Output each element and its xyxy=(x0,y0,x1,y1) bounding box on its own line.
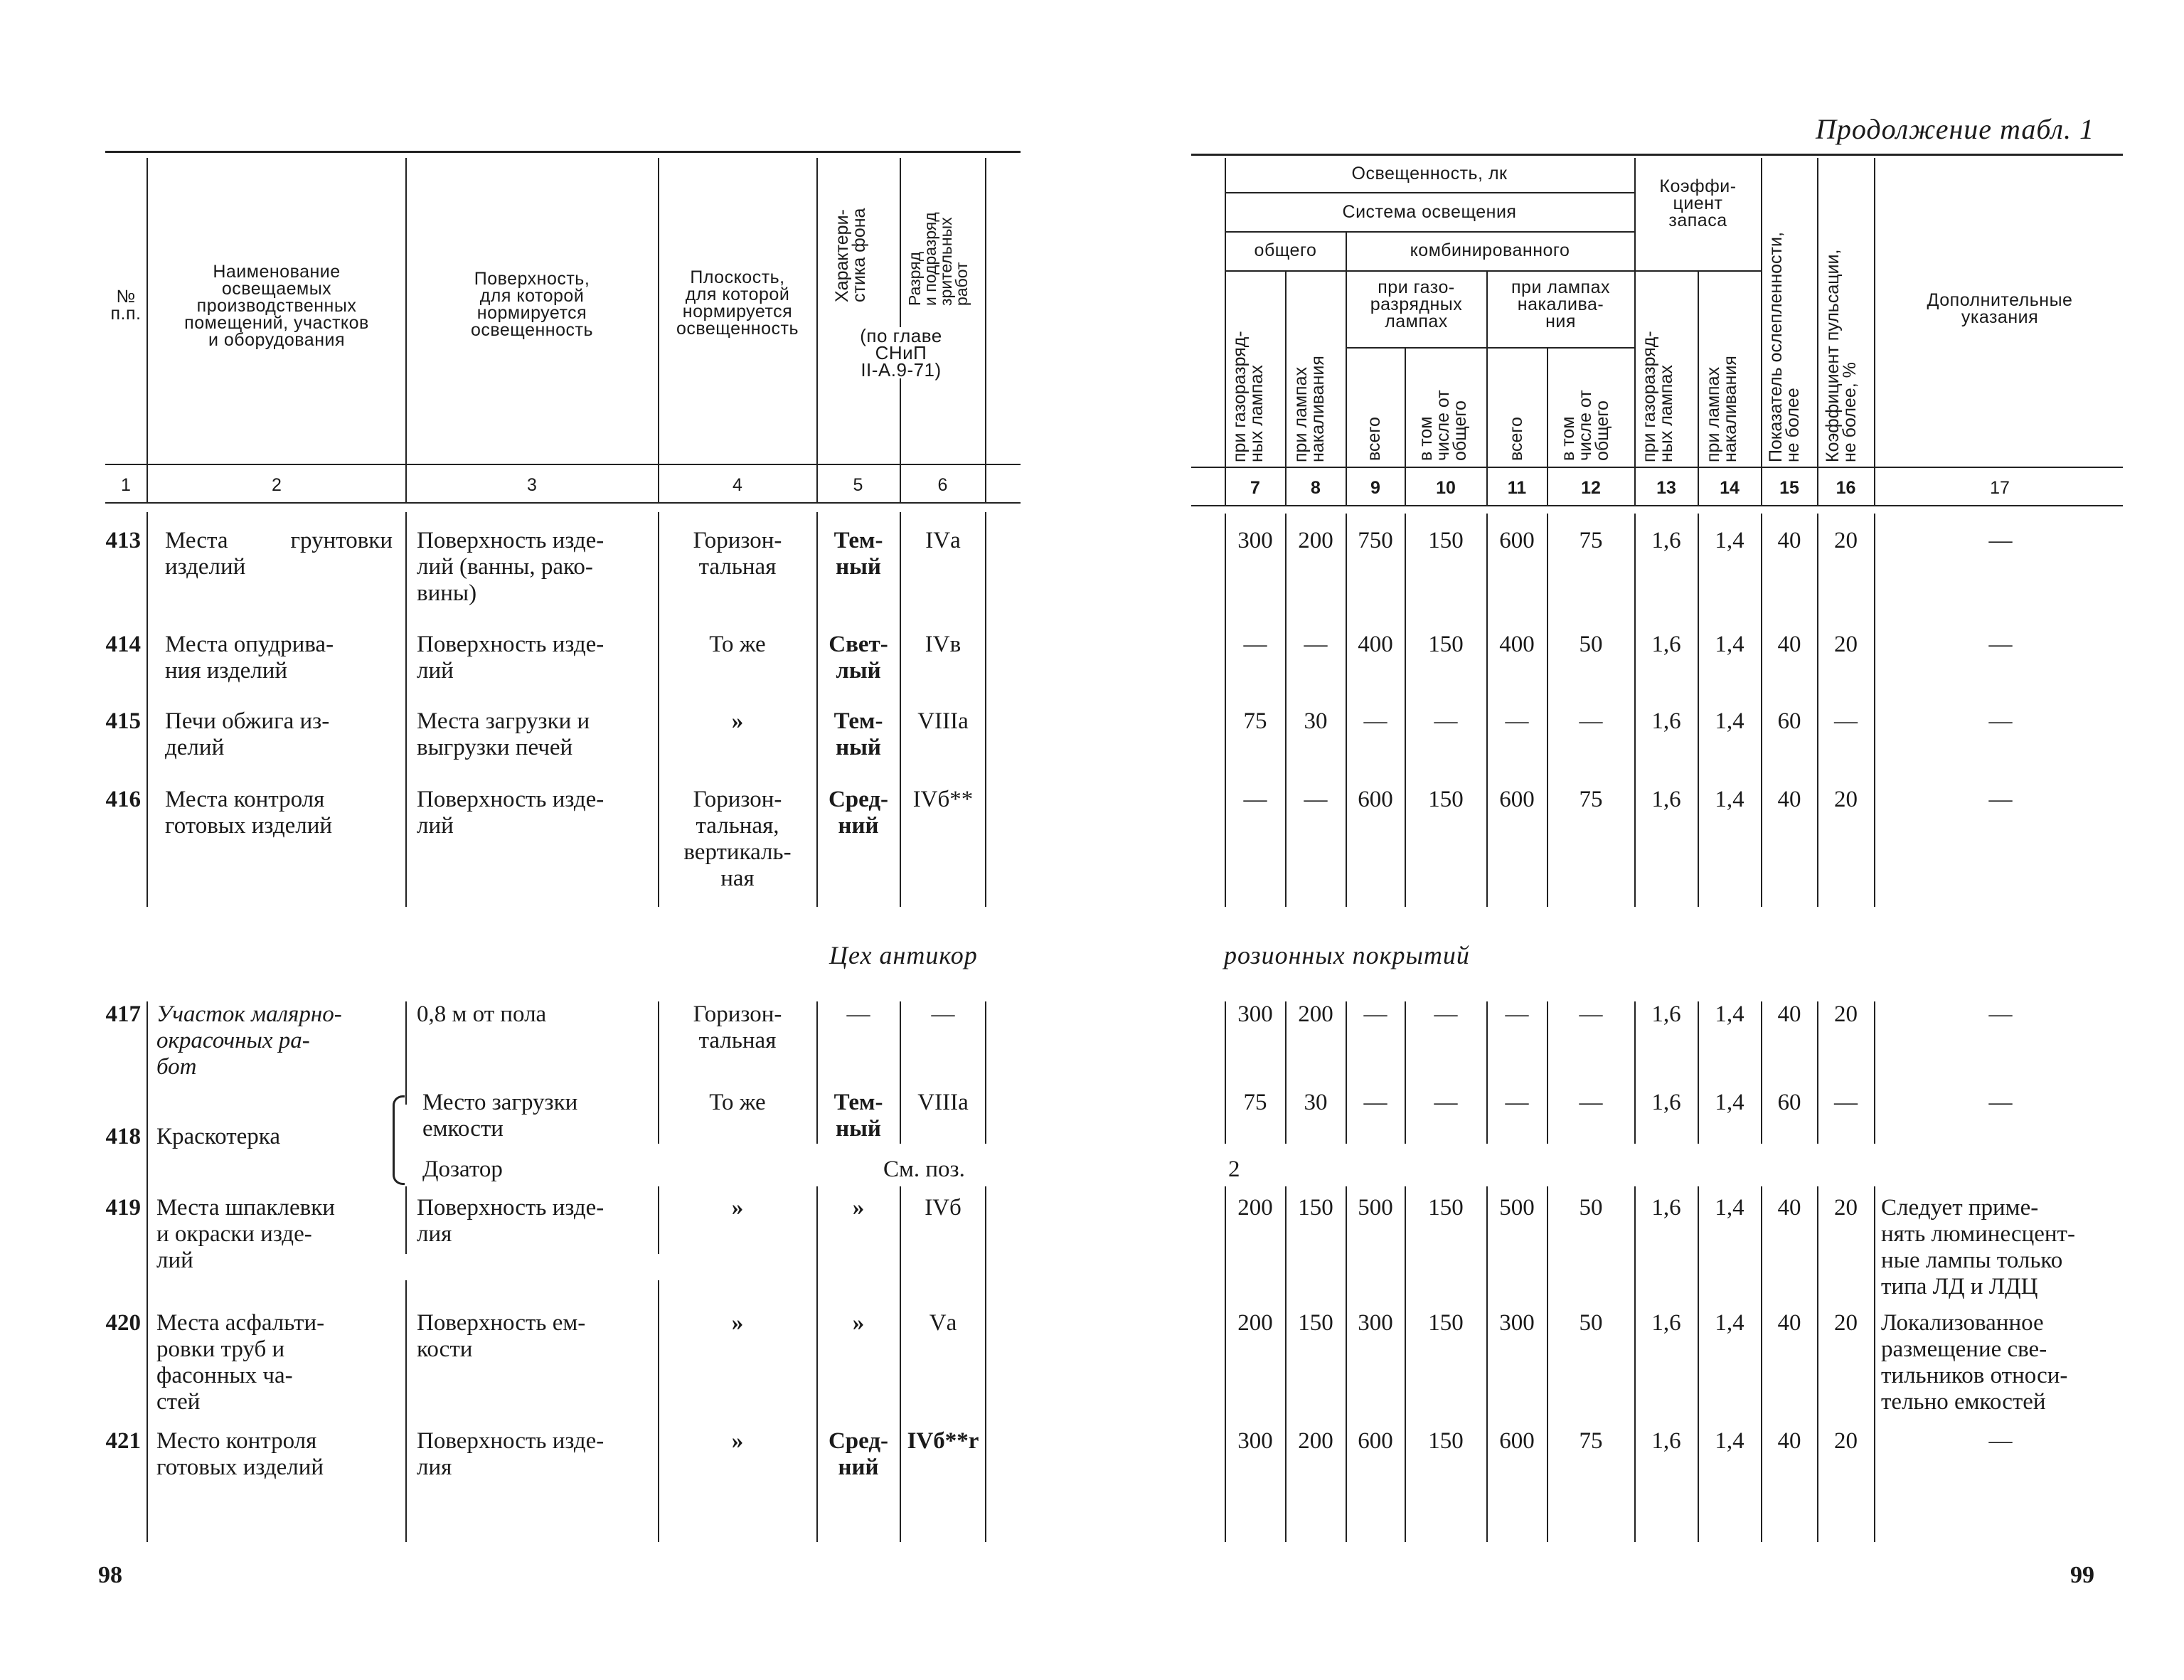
value-cell: 500 xyxy=(1499,1195,1535,1221)
header-surface: Поверхность, для которой нормируется освещенность xyxy=(471,269,593,340)
background: Свет- лый xyxy=(829,632,888,684)
col-divider xyxy=(1634,514,1636,907)
value-cell: 40 xyxy=(1777,528,1801,553)
value-cell: — xyxy=(1505,708,1529,734)
background: » xyxy=(852,1195,865,1221)
right-page xyxy=(1092,0,2184,1680)
value-cell: 200 xyxy=(1298,528,1333,553)
grade: IVб** xyxy=(912,787,974,812)
col-divider xyxy=(405,158,407,502)
value-cell: 150 xyxy=(1298,1310,1333,1336)
column-number: 2 xyxy=(272,475,282,495)
additional-note: — xyxy=(1988,1090,2013,1115)
col-divider xyxy=(1817,158,1818,505)
header-lighting-system: Система освещения xyxy=(1342,202,1517,222)
col-divider xyxy=(1285,514,1287,907)
row-number: 421 xyxy=(105,1428,141,1454)
column-number: 9 xyxy=(1370,478,1380,498)
column-number: 3 xyxy=(527,475,537,495)
value-cell: 1,6 xyxy=(1651,632,1681,657)
value-cell: — xyxy=(1304,632,1328,657)
col-divider xyxy=(1817,1001,1818,1144)
col-divider xyxy=(405,1280,407,1542)
grade: — xyxy=(931,1001,955,1027)
row-number: 419 xyxy=(105,1195,141,1221)
col-divider xyxy=(1486,1186,1488,1542)
value-cell: 40 xyxy=(1777,1195,1801,1221)
header-incandescent: при лампах накалива- ния xyxy=(1511,277,1610,331)
grade: IVв xyxy=(925,632,962,657)
value-cell: 150 xyxy=(1428,1195,1464,1221)
value-cell: 40 xyxy=(1777,632,1801,657)
value-cell: 20 xyxy=(1834,632,1858,657)
value-cell: 1,6 xyxy=(1651,1001,1681,1027)
plane: Горизон- тальная, вертикаль- ная xyxy=(683,787,792,891)
value-cell: 20 xyxy=(1834,1001,1858,1027)
value-cell: 50 xyxy=(1579,632,1603,657)
col-divider xyxy=(1634,158,1636,505)
column-number: 5 xyxy=(853,475,863,495)
grade: VIIIа xyxy=(917,708,969,734)
value-cell: 750 xyxy=(1358,528,1393,553)
plane: Горизон- тальная xyxy=(693,528,782,580)
value-cell: 40 xyxy=(1777,787,1801,812)
column-number: 11 xyxy=(1507,478,1527,498)
col-divider xyxy=(1225,1001,1226,1144)
continuation-label: Продолжение табл. 1 xyxy=(1815,113,2094,145)
value-cell: 1,4 xyxy=(1715,708,1744,734)
value-cell: 60 xyxy=(1777,1090,1801,1115)
col-divider xyxy=(1285,1186,1287,1542)
brace-icon xyxy=(393,1095,405,1185)
header-divider xyxy=(1225,231,1634,233)
col-divider xyxy=(985,158,986,502)
room-name: Места опудрива- ния изделий xyxy=(165,632,334,684)
col-divider xyxy=(985,1186,986,1542)
col-divider xyxy=(1346,1186,1347,1542)
col-divider xyxy=(1346,1001,1347,1144)
value-cell: 300 xyxy=(1237,528,1273,553)
additional-note: — xyxy=(1988,708,2013,734)
value-cell: 150 xyxy=(1428,1310,1464,1336)
additional-note: — xyxy=(1988,787,2013,812)
column-number: 16 xyxy=(1836,478,1856,498)
column-number: 6 xyxy=(937,475,948,495)
value-cell: — xyxy=(1505,1001,1529,1027)
col-divider xyxy=(1761,1001,1762,1144)
value-cell: 200 xyxy=(1237,1195,1273,1221)
header-grade: Разряд и подразряд зрительных работ xyxy=(905,212,971,306)
value-cell: 600 xyxy=(1358,1428,1393,1454)
header-divider xyxy=(1346,347,1634,349)
room-name: Места асфальти- ровки труб и фасонных ча- стей xyxy=(156,1310,325,1415)
col-divider xyxy=(816,1186,818,1542)
col-divider xyxy=(900,512,901,907)
value-cell: 1,4 xyxy=(1715,1090,1744,1115)
value-cell: 1,6 xyxy=(1651,1310,1681,1336)
table-top-rule xyxy=(105,151,1021,153)
value-cell: — xyxy=(1243,787,1267,812)
header-col13: при газоразряд- ных лампах xyxy=(1639,331,1676,462)
col-divider xyxy=(1874,158,1875,505)
value-cell: 1,4 xyxy=(1715,1428,1744,1454)
value-cell: 400 xyxy=(1358,632,1393,657)
surface: Поверхность изде- лия xyxy=(417,1195,604,1247)
value-cell: 75 xyxy=(1579,1428,1603,1454)
header-col8: при лампах накаливания xyxy=(1291,356,1328,462)
room-name: Краскотерка xyxy=(156,1124,280,1149)
value-cell: 200 xyxy=(1237,1310,1273,1336)
value-cell: 20 xyxy=(1834,1195,1858,1221)
header-room-name: Наименование освещаемых производственных помещений, участков и оборудования xyxy=(184,262,369,350)
value-cell: 1,6 xyxy=(1651,1195,1681,1221)
col-divider xyxy=(1486,270,1488,505)
plane: » xyxy=(731,1310,744,1336)
col-divider xyxy=(1547,1001,1548,1144)
value-cell: 600 xyxy=(1499,787,1535,812)
column-number: 17 xyxy=(1990,478,2010,498)
value-cell: 300 xyxy=(1237,1001,1273,1027)
col-divider xyxy=(1405,1186,1406,1542)
col-divider xyxy=(1874,1001,1875,1144)
value-cell: 20 xyxy=(1834,1310,1858,1336)
row-number: 418 xyxy=(105,1124,141,1149)
grade: Vа xyxy=(929,1310,957,1336)
col-divider xyxy=(1486,514,1488,907)
header-col14: при лампах накаливания xyxy=(1703,356,1740,462)
value-cell: 40 xyxy=(1777,1428,1801,1454)
value-cell: 1,4 xyxy=(1715,1195,1744,1221)
header-col10: в том числе от общего xyxy=(1416,390,1470,461)
header-col11: всего xyxy=(1506,417,1526,461)
col-divider xyxy=(985,1001,986,1144)
col-divider xyxy=(1698,1186,1699,1542)
col-divider xyxy=(1634,1001,1636,1144)
value-cell: 500 xyxy=(1358,1195,1393,1221)
col-divider xyxy=(1698,270,1699,505)
additional-note: Локализованное размещение све- тильников относи- тельно емкостей xyxy=(1881,1310,2068,1415)
header-col12: в том числе от общего xyxy=(1558,390,1612,461)
background: Сред- ний xyxy=(828,1428,889,1480)
col-divider xyxy=(147,158,148,502)
col-divider xyxy=(1761,158,1762,505)
col-divider xyxy=(1874,1186,1875,1542)
room-name: Места контроля готовых изделий xyxy=(165,787,333,839)
header-general: общего xyxy=(1254,240,1317,260)
page-number: 99 xyxy=(2070,1562,2094,1588)
col-divider xyxy=(147,512,148,907)
col-divider xyxy=(1346,514,1347,907)
value-cell: — xyxy=(1434,708,1458,734)
col-divider xyxy=(1405,1001,1406,1144)
additional-note: — xyxy=(1988,1428,2013,1454)
row-number: 420 xyxy=(105,1310,141,1336)
col-divider xyxy=(1225,158,1226,505)
column-number: 10 xyxy=(1436,478,1456,498)
value-cell: 600 xyxy=(1499,1428,1535,1454)
col-divider xyxy=(1285,270,1287,505)
surface: Поверхность изде- лий xyxy=(417,632,604,684)
row-number: 417 xyxy=(105,1001,141,1027)
value-cell: 200 xyxy=(1298,1428,1333,1454)
room-name: Участок малярно- окрасочных ра- бот xyxy=(156,1001,342,1080)
col-divider xyxy=(1761,514,1762,907)
value-cell: 1,6 xyxy=(1651,708,1681,734)
col-divider xyxy=(658,1186,659,1254)
value-cell: 1,4 xyxy=(1715,787,1744,812)
row-number: 416 xyxy=(105,787,141,812)
value-cell: — xyxy=(1434,1090,1458,1115)
col-divider xyxy=(1698,1001,1699,1144)
value-cell: — xyxy=(1363,1090,1387,1115)
header-background: Характери- стика фона xyxy=(832,208,869,302)
column-number: 8 xyxy=(1311,478,1321,498)
plane: Горизон- тальная xyxy=(693,1001,782,1053)
header-col7: при газоразряд- ных лампах xyxy=(1230,331,1267,462)
col-divider xyxy=(1285,1001,1287,1144)
col-divider xyxy=(658,1001,659,1144)
header-notes: Дополнительные указания xyxy=(1927,290,2073,327)
value-cell: 1,6 xyxy=(1651,787,1681,812)
value-cell: 75 xyxy=(1579,528,1603,553)
colnum-bottom-rule xyxy=(1191,505,2123,506)
col-divider xyxy=(658,512,659,907)
column-number: 4 xyxy=(733,475,742,495)
value-cell: 30 xyxy=(1304,708,1328,734)
column-number: 7 xyxy=(1250,478,1260,498)
surface: 0,8 м от пола xyxy=(417,1001,547,1027)
row-number: 415 xyxy=(105,708,141,734)
col-divider xyxy=(1405,514,1406,907)
value-cell: 150 xyxy=(1428,787,1464,812)
value-cell: 1,6 xyxy=(1651,528,1681,553)
col-divider xyxy=(1817,1186,1818,1542)
value-cell: — xyxy=(1505,1090,1529,1115)
value-cell: 75 xyxy=(1243,708,1267,734)
column-number: 15 xyxy=(1779,478,1799,498)
value-cell: 400 xyxy=(1499,632,1535,657)
header-number: № п.п. xyxy=(110,287,142,324)
room-name: Места шпаклевки и окраски изде- лий xyxy=(156,1195,335,1273)
additional-note: — xyxy=(1988,528,2013,553)
surface-dispenser: Дозатор xyxy=(422,1157,503,1182)
value-cell: 20 xyxy=(1834,1428,1858,1454)
col-divider xyxy=(1405,347,1406,505)
col-divider xyxy=(658,158,659,502)
col-divider xyxy=(1874,514,1875,907)
grade: IVб**r xyxy=(907,1428,979,1454)
col-divider xyxy=(1547,514,1548,907)
header-bottom-rule xyxy=(1191,467,2123,468)
value-cell: — xyxy=(1579,1090,1603,1115)
value-cell: 1,6 xyxy=(1651,1428,1681,1454)
additional-note: Следует приме- нять люминесцент- ные лампы только типа ЛД и ЛДЦ xyxy=(1881,1195,2075,1299)
value-cell: 20 xyxy=(1834,787,1858,812)
col-divider xyxy=(1817,514,1818,907)
value-cell: — xyxy=(1834,1090,1858,1115)
section-title: розионных покрытий xyxy=(1224,941,1470,969)
value-cell: 20 xyxy=(1834,528,1858,553)
col-divider xyxy=(816,512,818,907)
value-cell: 1,4 xyxy=(1715,1310,1744,1336)
header-divider xyxy=(1225,192,1634,193)
col-divider xyxy=(1547,347,1548,505)
col-divider xyxy=(1225,514,1226,907)
col-divider xyxy=(1698,514,1699,907)
header-reserve-factor: Коэффи- циент запаса xyxy=(1659,176,1737,230)
header-col16: Коэффициент пульсации, не более, % xyxy=(1823,249,1860,462)
column-number: 13 xyxy=(1656,478,1676,498)
value-cell: — xyxy=(1434,1001,1458,1027)
background: » xyxy=(852,1310,865,1336)
value-cell: 150 xyxy=(1428,528,1464,553)
value-cell: 30 xyxy=(1304,1090,1328,1115)
header-col15: Показатель ослепленности, не более xyxy=(1766,232,1803,462)
col-divider xyxy=(900,1186,901,1542)
value-cell: 600 xyxy=(1358,787,1393,812)
value-cell: — xyxy=(1243,632,1267,657)
grade: VIIIа xyxy=(917,1090,969,1115)
row-number: 414 xyxy=(105,632,141,657)
room-name: Места грунтовки изделий xyxy=(165,528,393,580)
plane: То же xyxy=(709,632,766,657)
value-cell: 40 xyxy=(1777,1001,1801,1027)
value-cell: 150 xyxy=(1428,1428,1464,1454)
value-cell: — xyxy=(1579,1001,1603,1027)
col-divider xyxy=(658,1280,659,1542)
col-divider xyxy=(1634,1186,1636,1542)
surface: Поверхность ем- кости xyxy=(417,1310,586,1362)
col-divider xyxy=(1486,1001,1488,1144)
section-title: Цех антикор xyxy=(829,941,978,969)
background: Тем- ный xyxy=(833,528,883,580)
header-bottom-rule xyxy=(105,464,1021,465)
col-divider xyxy=(405,1001,407,1105)
col-divider xyxy=(405,512,407,907)
plane: » xyxy=(731,708,744,734)
page-number: 98 xyxy=(98,1562,122,1588)
room-name: Место контроля готовых изделий xyxy=(156,1428,324,1480)
value-cell: — xyxy=(1363,1001,1387,1027)
col-divider xyxy=(1761,1186,1762,1542)
value-cell: 60 xyxy=(1777,708,1801,734)
col-divider xyxy=(900,1001,901,1144)
surface: Места загрузки и выгрузки печей xyxy=(417,708,590,760)
value-cell: 75 xyxy=(1579,787,1603,812)
additional-note: — xyxy=(1988,632,2013,657)
plane: То же xyxy=(709,1090,766,1115)
background: Тем- ный xyxy=(833,1090,883,1142)
background: Сред- ний xyxy=(828,787,889,839)
col-divider xyxy=(147,1001,148,1542)
header-gas-discharge: при газо- разрядных лампах xyxy=(1370,277,1463,331)
header-combined: комбинированного xyxy=(1410,240,1570,260)
background: Тем- ный xyxy=(833,708,883,760)
col-divider xyxy=(405,1186,407,1254)
value-cell: 300 xyxy=(1358,1310,1393,1336)
value-cell: 300 xyxy=(1237,1428,1273,1454)
value-cell: 300 xyxy=(1499,1310,1535,1336)
header-plane: Плоскость, для которой нормируется освещенность xyxy=(676,267,799,339)
column-number: 14 xyxy=(1720,478,1740,498)
value-cell: 40 xyxy=(1777,1310,1801,1336)
value-cell: 1,6 xyxy=(1651,1090,1681,1115)
value-cell: 150 xyxy=(1428,632,1464,657)
grade: IVб xyxy=(925,1195,962,1221)
value-cell: — xyxy=(1363,708,1387,734)
value-cell: 1,4 xyxy=(1715,632,1744,657)
room-name: Печи обжига из- делий xyxy=(165,708,330,760)
value-cell: — xyxy=(1304,787,1328,812)
value-cell: — xyxy=(1579,708,1603,734)
value-cell: 50 xyxy=(1579,1195,1603,1221)
col-divider xyxy=(985,512,986,907)
value-cell: — xyxy=(1834,708,1858,734)
value-cell: 50 xyxy=(1579,1310,1603,1336)
plane: » xyxy=(731,1195,744,1221)
col-divider xyxy=(1547,1186,1548,1542)
see-position: См. поз. xyxy=(883,1157,965,1182)
header-col9: всего xyxy=(1364,417,1384,461)
row-number: 413 xyxy=(105,528,141,553)
table-top-rule xyxy=(1191,154,2123,156)
see-position-ref: 2 xyxy=(1228,1157,1240,1182)
surface: Поверхность изде- лия xyxy=(417,1428,604,1480)
surface: Поверхность изде- лий (ванны, рако- вины) xyxy=(417,528,604,606)
grade: IVа xyxy=(925,528,961,553)
plane: » xyxy=(731,1428,744,1454)
col-divider xyxy=(816,1001,818,1144)
value-cell: 600 xyxy=(1499,528,1535,553)
header-illuminance: Освещенность, лк xyxy=(1351,164,1508,184)
value-cell: 150 xyxy=(1298,1195,1333,1221)
value-cell: 75 xyxy=(1243,1090,1267,1115)
column-number: 12 xyxy=(1581,478,1601,498)
col-divider xyxy=(1346,231,1347,505)
value-cell: 1,4 xyxy=(1715,528,1744,553)
surface: Поверхность изде- лий xyxy=(417,787,604,839)
surface-loading: Место загрузки емкости xyxy=(422,1090,578,1142)
colnum-bottom-rule xyxy=(105,502,1021,504)
header-snip-note: (по главе СНиП II-А.9-71) xyxy=(818,327,984,378)
additional-note: — xyxy=(1988,1001,2013,1027)
background: — xyxy=(846,1001,870,1027)
value-cell: 200 xyxy=(1298,1001,1333,1027)
col-divider xyxy=(1225,1186,1226,1542)
value-cell: 1,4 xyxy=(1715,1001,1744,1027)
column-number: 1 xyxy=(121,475,131,495)
